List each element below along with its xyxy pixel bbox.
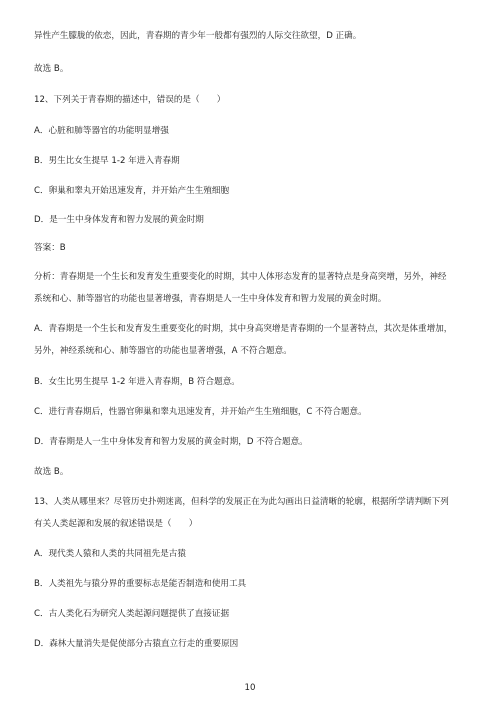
analysis-line: 系统和心、肺等器官的功能也显著增强，青春期是人一生中身体发育和智力发展的黄金时期。 (34, 294, 387, 304)
option-b: B．人类祖先与猿分界的重要标志是能否制造和使用工具 (34, 579, 247, 589)
analysis-line: 分析：青春期是一个生长和发育发生重要变化的时期，其中人体形态发育的显著特点是身高突增，另外，神经 (34, 272, 447, 282)
option-d: D．是一生中身体发育和智力发展的黄金时期 (34, 215, 204, 225)
question-12-title: 12、下列关于青春期的描述中，错误的是（ ） (34, 95, 226, 105)
option-a: A．现代类人猿和人类的共同祖先是古猿 (34, 549, 186, 559)
text-line: 异性产生朦胧的依恋，因此，青春期的青少年一般都有强烈的人际交往欲望，D 正确。 (34, 31, 362, 41)
option-c: C．卵巢和睾丸开始迅速发育，并开始产生生殖细胞 (34, 186, 230, 196)
option-d: D．森林大量消失是促使部分古猿直立行走的重要原因 (34, 639, 239, 649)
text-line: 故选 B。 (34, 64, 69, 74)
explanation-d: D．青春期是人一生中身体发育和智力发展的黄金时期，D 不符合题意。 (34, 437, 308, 447)
explanation-a: 另外，神经系统和心、肺等器官的功能也显著增强，A 不符合题意。 (34, 346, 292, 356)
question-13-title: 有关人类起源和发展的叙述错误是（ ） (34, 519, 198, 529)
option-b: B．男生比女生提早 1-2 年进入青春期 (34, 156, 180, 166)
explanation-b: B．女生比男生提早 1-2 年进入青春期，B 符合题意。 (34, 377, 240, 387)
question-13-title: 13、人类从哪里来？尽管历史扑朔迷离，但科学的发展正在为此勾画出日益清晰的轮廓，根据所学请判断下列 (34, 497, 449, 507)
page-number: 10 (244, 683, 256, 693)
option-c: C．古人类化石为研究人类起源问题提供了直接证据 (34, 609, 230, 619)
answer: 答案：B (34, 243, 66, 253)
option-a: A．心脏和肺等器官的功能明显增强 (34, 126, 169, 136)
conclusion: 故选 B。 (34, 467, 69, 477)
explanation-c: C．进行青春期后，性器官卵巢和睾丸迅速发育，并开始产生生殖细胞，C 不符合题意。 (34, 407, 367, 417)
explanation-a: A．青春期是一个生长和发育发生重要变化的时期，其中身高突增是青春期的一个显著特点，其次是体重增加， (34, 324, 453, 334)
